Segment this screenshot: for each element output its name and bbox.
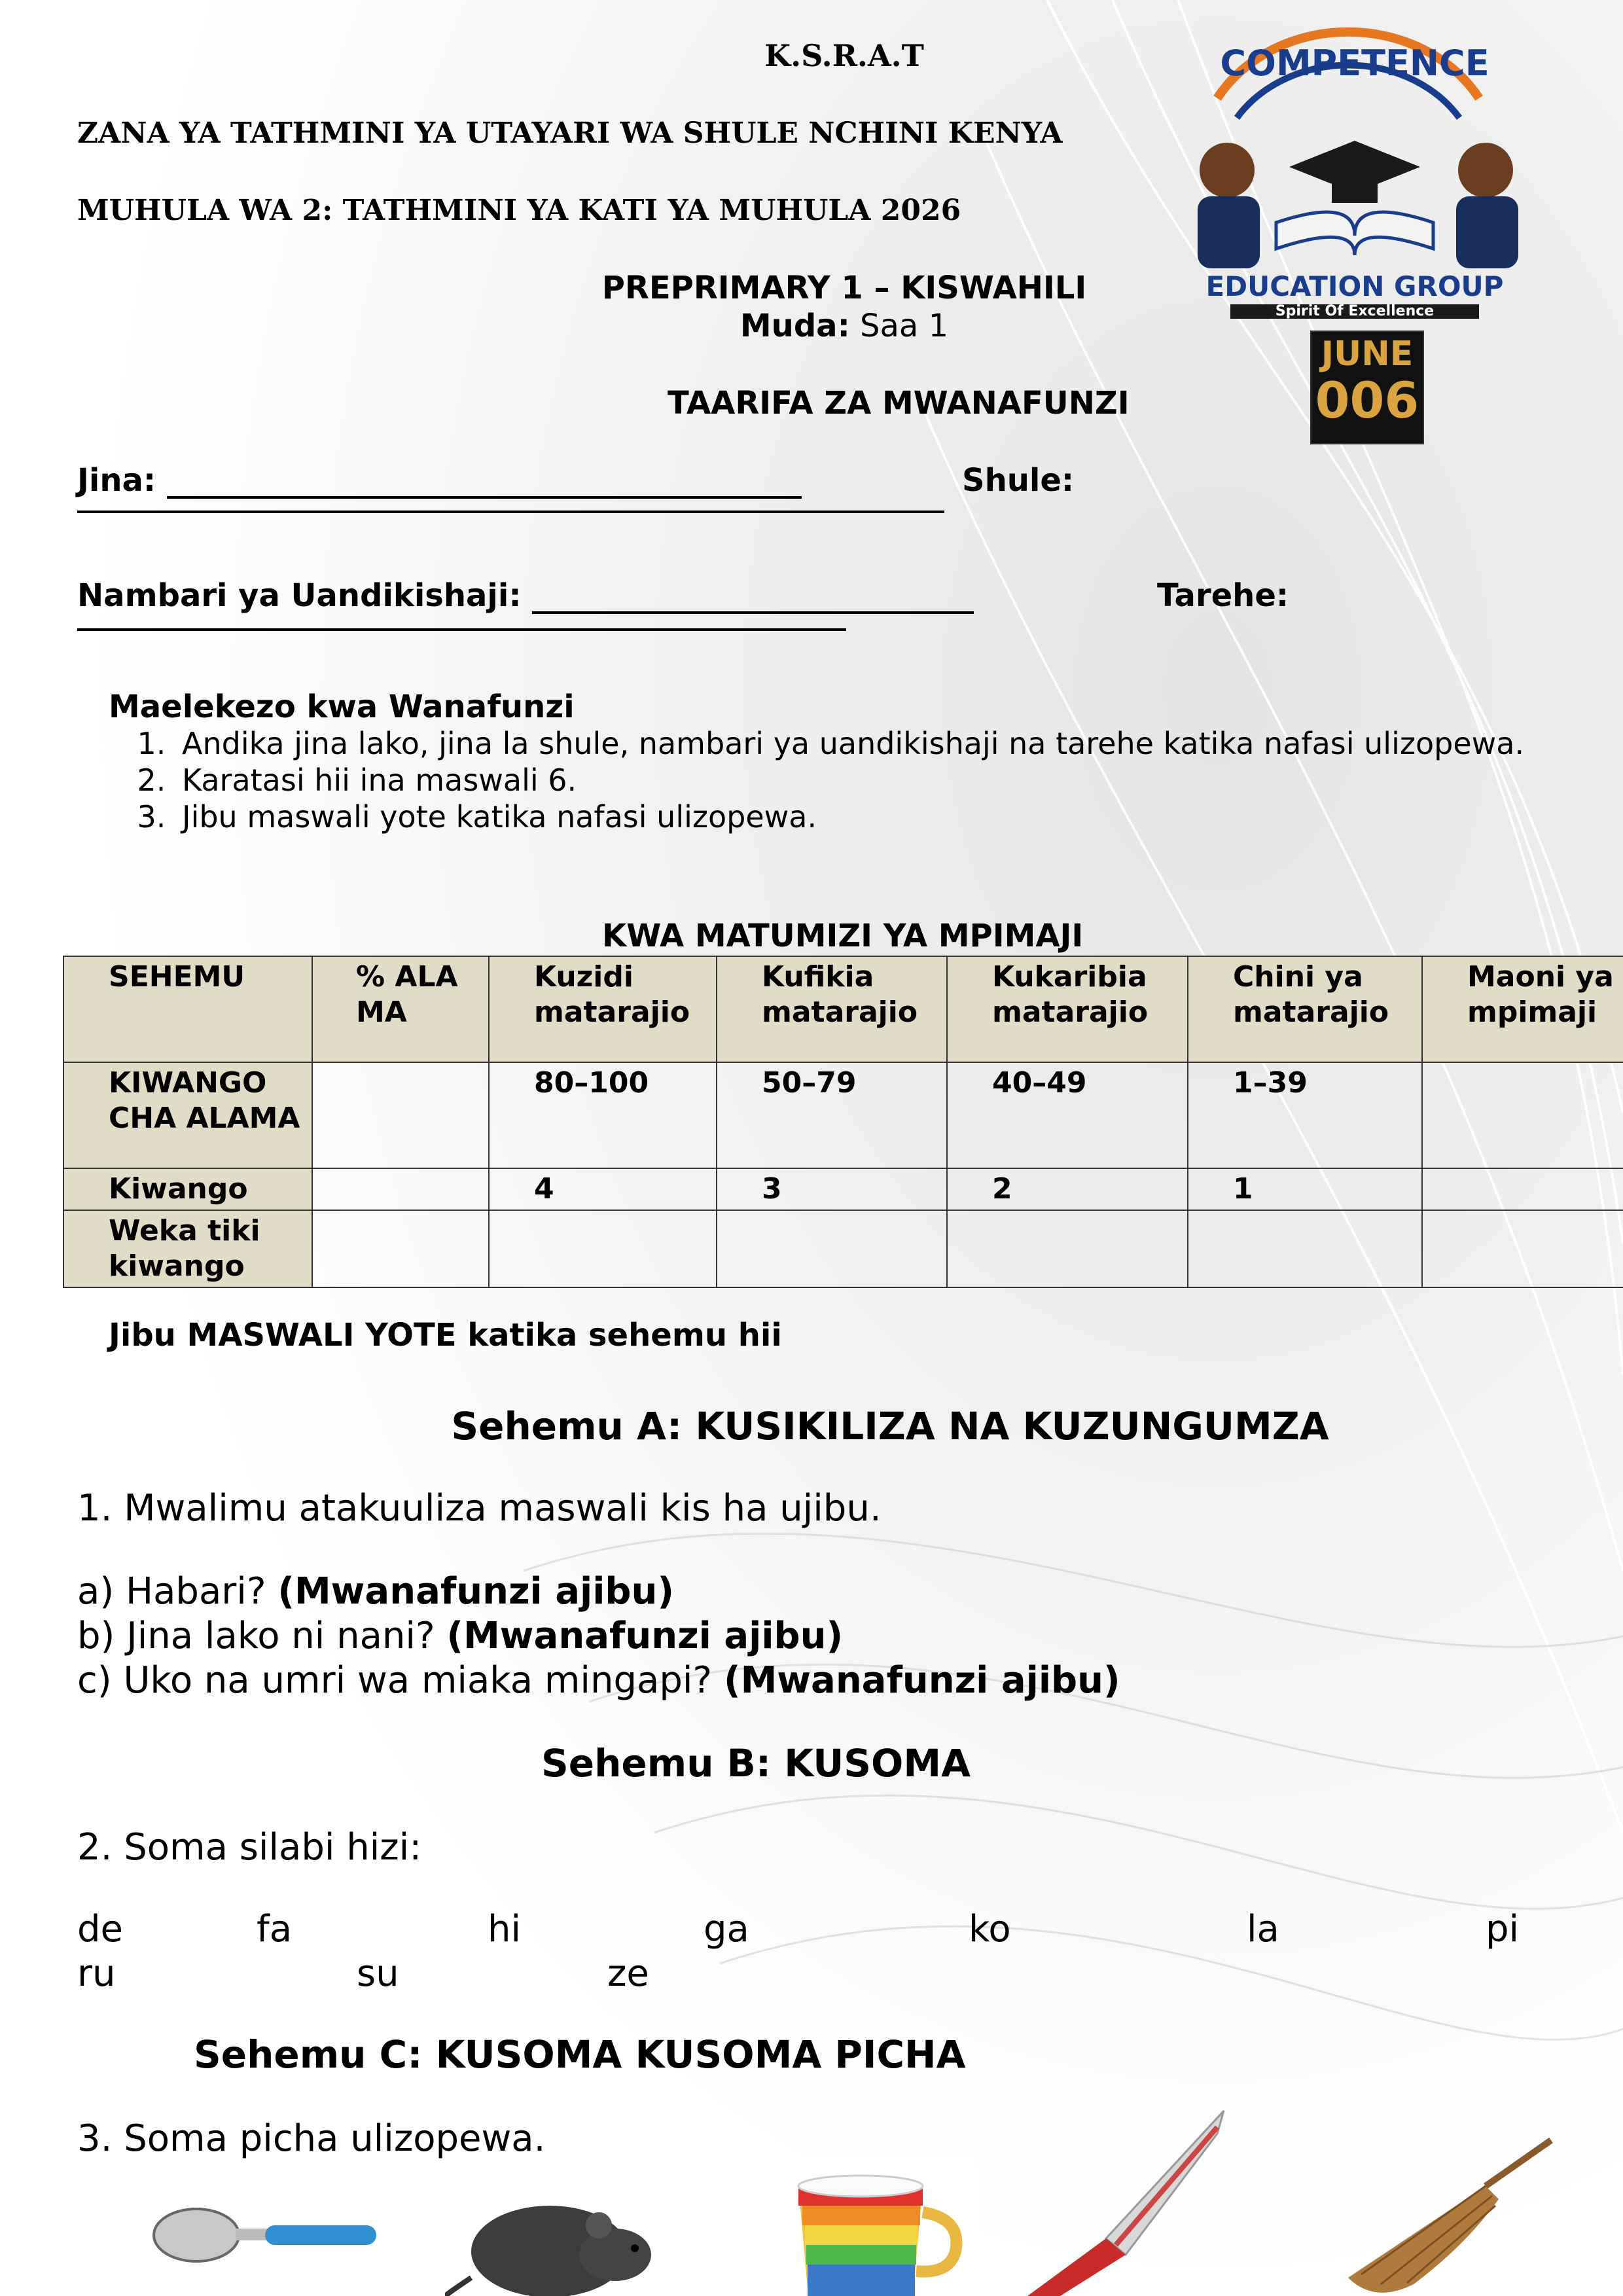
duration xyxy=(589,308,1099,344)
name-label: Jina: xyxy=(77,462,156,499)
instructions-list xyxy=(111,725,1569,835)
th-sehemu: SEHEMU xyxy=(63,956,312,1062)
subject-title: PREPRIMARY 1 – KISWAHILI xyxy=(601,270,1087,306)
table-cell[interactable] xyxy=(312,1062,489,1168)
section-c-title: Sehemu C: KUSOMA KUSOMA PICHA xyxy=(194,2032,966,2077)
name-input-line[interactable] xyxy=(167,470,802,499)
table-header-row xyxy=(63,956,1623,1062)
answer-all-note: Jibu MASWALI YOTE katika sehemu hii xyxy=(109,1317,782,1354)
badge-month: JUNE xyxy=(1321,334,1414,374)
reg-field xyxy=(77,577,974,614)
table-cell: KIWANGO CHA ALAMA xyxy=(63,1062,312,1168)
logo-top-text: COMPETENCE xyxy=(1220,43,1489,84)
table-cell: Weka tiki kiwango xyxy=(63,1210,312,1287)
knife-picture xyxy=(1001,2108,1230,2296)
instruction-item: 1. Andika jina lako, jina la shule, nambari ya uandikishaji na tarehe katika nafasi ulizopewa. xyxy=(175,725,1569,762)
section-a-title: Sehemu A: KUSIKILIZA NA KUZUNGUMZA xyxy=(451,1404,1329,1448)
syllable: su xyxy=(357,1952,399,1995)
syllable: de xyxy=(77,1908,123,1950)
instructions-title: Maelekezo kwa Wanafunzi xyxy=(109,689,575,725)
syllable: la xyxy=(1247,1908,1279,1950)
term-title: MUHULA WA 2: TATHMINI YA KATI YA MUHULA 2026 xyxy=(77,194,961,227)
table-cell: 1 xyxy=(1188,1168,1422,1210)
assessor-table-title: KWA MATUMIZI YA MPIMAJI xyxy=(602,918,1084,954)
th-chini: Chini ya matarajio xyxy=(1188,956,1422,1062)
table-cell[interactable] xyxy=(489,1210,717,1287)
table-cell: 80–100 xyxy=(489,1062,717,1168)
table-cell: 3 xyxy=(717,1168,947,1210)
table-cell[interactable] xyxy=(312,1210,489,1287)
table-row xyxy=(63,1062,1623,1168)
question-2: 2. Soma silabi hizi: xyxy=(77,1826,422,1869)
org-title: K.S.R.A.T xyxy=(764,38,924,73)
syllable: fa xyxy=(257,1908,293,1950)
syllable: ru xyxy=(77,1952,116,1995)
section-b-title: Sehemu B: KUSOMA xyxy=(541,1741,971,1785)
table-cell[interactable] xyxy=(1422,1210,1623,1287)
duration-value: Saa 1 xyxy=(860,308,949,344)
table-cell: 2 xyxy=(947,1168,1188,1210)
rat-picture xyxy=(445,2179,668,2296)
school-input-line[interactable] xyxy=(77,511,944,513)
duration-label: Muda: xyxy=(740,308,850,344)
assessment-title: ZANA YA TATHMINI YA UTAYARI WA SHULE NCHINI KENYA xyxy=(77,117,1063,150)
question-1: 1. Mwalimu atakuuliza maswali kis ha ujibu. xyxy=(77,1487,882,1530)
q1-item-b: b) Jina lako ni nani? (Mwanafunzi ajibu) xyxy=(77,1615,844,1657)
table-row xyxy=(63,1168,1623,1210)
cup-picture xyxy=(759,2160,975,2296)
assessor-table xyxy=(63,956,1623,1288)
table-cell: 4 xyxy=(489,1168,717,1210)
syllable: ga xyxy=(704,1908,749,1950)
table-cell: 50–79 xyxy=(717,1062,947,1168)
instruction-item: 2. Karatasi hii ina maswali 6. xyxy=(175,762,1569,798)
question-1-items xyxy=(77,1570,1120,1703)
table-cell[interactable] xyxy=(717,1210,947,1287)
table-cell: 1–39 xyxy=(1188,1062,1422,1168)
table-cell: 40–49 xyxy=(947,1062,1188,1168)
logo-middle-text: EDUCATION GROUP xyxy=(1205,270,1504,302)
syllable: ko xyxy=(969,1908,1011,1950)
th-kukaribia: Kukaribia matarajio xyxy=(947,956,1188,1062)
table-cell[interactable] xyxy=(947,1210,1188,1287)
th-kufikia: Kufikia matarajio xyxy=(717,956,947,1062)
th-kuzidi: Kuzidi matarajio xyxy=(489,956,717,1062)
q1-item-a: a) Habari? (Mwanafunzi ajibu) xyxy=(77,1570,674,1613)
date-label: Tarehe: xyxy=(1157,577,1289,614)
instruction-item: 3. Jibu maswali yote katika nafasi ulizopewa. xyxy=(175,798,1569,835)
reg-input-line[interactable] xyxy=(532,585,974,614)
reg-label: Nambari ya Uandikishaji: xyxy=(77,577,522,614)
th-alama: % ALAMA xyxy=(312,956,489,1062)
q1-item-c: c) Uko na umri wa miaka mingapi? (Mwanafunzi ajibu) xyxy=(77,1659,1120,1702)
competence-education-logo xyxy=(1178,26,1544,321)
name-field xyxy=(77,462,802,499)
date-input-line[interactable] xyxy=(77,628,846,631)
broom-picture xyxy=(1335,2134,1558,2296)
badge-number: 006 xyxy=(1315,371,1419,429)
question-3: 3. Soma picha ulizopewa. xyxy=(77,2117,546,2160)
spoon-picture xyxy=(151,2193,380,2291)
logo-ribbon-text: Spirit Of Excellence xyxy=(1275,303,1435,319)
table-cell[interactable] xyxy=(1422,1168,1623,1210)
table-row xyxy=(63,1210,1623,1287)
syllable: ze xyxy=(607,1952,649,1995)
table-cell: Kiwango xyxy=(63,1168,312,1210)
th-maoni: Maoni ya mpimaji xyxy=(1422,956,1623,1062)
table-cell[interactable] xyxy=(1422,1062,1623,1168)
table-cell[interactable] xyxy=(312,1168,489,1210)
table-cell[interactable] xyxy=(1188,1210,1422,1287)
school-label: Shule: xyxy=(962,462,1075,499)
student-info-title: TAARIFA ZA MWANAFUNZI xyxy=(668,385,1130,422)
june-badge xyxy=(1310,331,1424,444)
syllable: hi xyxy=(488,1908,522,1950)
syllable: pi xyxy=(1486,1908,1520,1950)
